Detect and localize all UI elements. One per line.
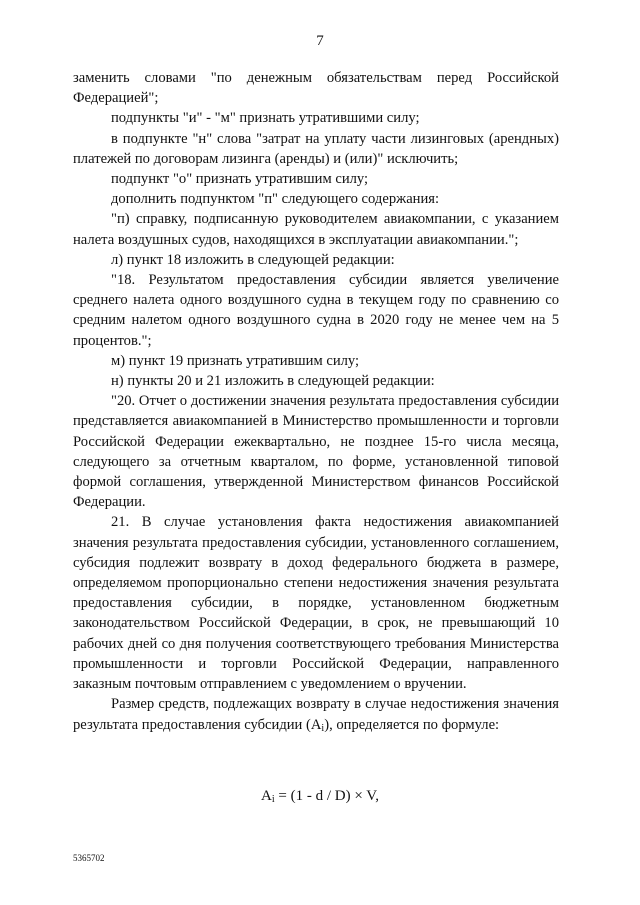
formula-rhs: = (1 - d / D) × V, bbox=[274, 788, 379, 804]
paragraph-7: л) пункт 18 изложить в следующей редакции: bbox=[111, 251, 395, 268]
paragraph-13-tail: ), определяется по формуле: bbox=[324, 716, 500, 733]
page-number: 7 bbox=[316, 33, 324, 49]
document-body bbox=[73, 68, 559, 739]
paragraph-11: "20. Отчет о достижении значения результата предоставления субсидии представляется авиакомпанией в Министерство промышленности и торговли Российской Федерации ежеквартально, не позднее 15-го числа месяца, следующего за отчетным кварталом, по форме, установленной типовой формой соглашения, утвержденной Министерством финансов Российской Федерации. bbox=[73, 393, 559, 511]
paragraph-3: в подпункте "н" слова "затрат на уплату части лизинговых (арендных) платежей по договорам лизинга (аренды) и (или)" исключить; bbox=[73, 130, 559, 167]
formula-lhs-subscript: i bbox=[271, 794, 275, 805]
paragraph-1: заменить словами "по денежным обязательствам перед Российской Федерацией"; bbox=[73, 70, 559, 107]
document-code: 5365702 bbox=[73, 853, 105, 863]
paragraph-2: подпункты "и" - "м" признать утратившими силу; bbox=[111, 110, 420, 127]
formula bbox=[0, 788, 640, 805]
paragraph-10: н) пункты 20 и 21 изложить в следующей редакции: bbox=[111, 373, 435, 390]
paragraph-9: м) пункт 19 признать утратившим силу; bbox=[111, 352, 360, 369]
formula-lhs: A bbox=[261, 788, 272, 804]
paragraph-4: подпункт "о" признать утратившим силу; bbox=[111, 171, 369, 188]
paragraph-8: "18. Результатом предоставления субсидии является увеличение среднего налета одного воздушного судна в текущем году по сравнению со средним налетом одного воздушного судна в 2020 году не менее чем на 5 процентов."; bbox=[73, 272, 559, 349]
paragraph-6: "п) справку, подписанную руководителем авиакомпании, с указанием налета воздушных судов, находящихся в эксплуатации авиакомпании."; bbox=[73, 211, 559, 248]
paragraph-12: 21. В случае установления факта недостижения авиакомпанией значения результата предоставления субсидии, установленного соглашением, субсидия подлежит возврату в доход федерального бюджета в размере, определяемом пропорционально степени недостижения значения результата предоставления субсидии, в порядке, установленном бюджетным законодательством Российской Федерации, в срок, не превышающий 10 рабочих дней со дня получения соответствующего требования Министерства промышленности и торговли Российской Федерации, направленного заказным почтовым отправлением с уведомлением о вручении. bbox=[73, 514, 559, 693]
paragraph-13 bbox=[73, 694, 559, 738]
paragraph-13-subscript: i bbox=[321, 722, 325, 734]
paragraph-13-text: Размер средств, подлежащих возврату в случае недостижения значения результата предоставления субсидии (A bbox=[73, 696, 559, 733]
paragraph-5: дополнить подпунктом "п" следующего содержания: bbox=[111, 191, 440, 208]
